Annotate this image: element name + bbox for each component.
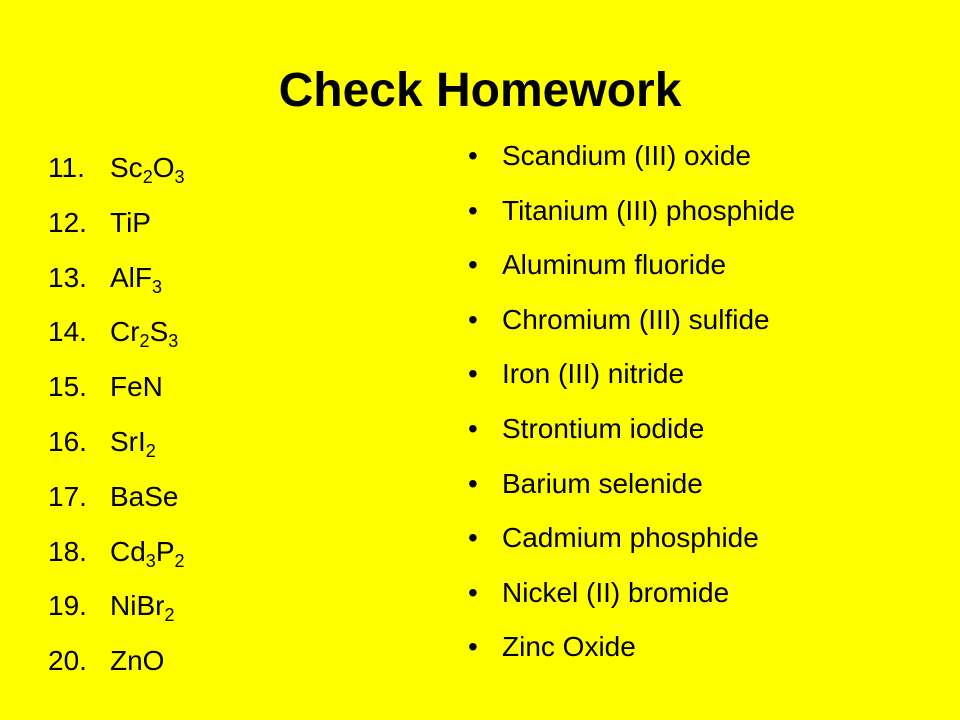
formula-element: BaSe	[110, 480, 179, 512]
formula-number: 16.	[48, 425, 87, 457]
formula-subscript: 3	[174, 167, 185, 187]
formula-subscript: 3	[152, 276, 163, 297]
chemical-formula	[110, 590, 175, 626]
formula-subscript: 2	[139, 331, 150, 352]
formula-element: O	[152, 152, 175, 183]
formula-subscript: 2	[164, 605, 175, 626]
compound-name-item	[468, 191, 795, 246]
compound-name-item	[468, 464, 795, 519]
bullet-icon: •	[468, 631, 478, 663]
formula-number: 18.	[48, 535, 87, 567]
formula-item	[48, 312, 185, 367]
compound-name: Titanium (III) phosphide	[502, 194, 796, 226]
compound-name-item	[468, 409, 795, 464]
formula-list	[48, 148, 185, 696]
chemical-formula	[110, 645, 164, 676]
formula-subscript: 2	[142, 167, 153, 187]
compound-name: Chromium (III) sulfide	[502, 303, 770, 335]
chemical-formula	[110, 316, 179, 352]
compound-name-item	[468, 300, 795, 355]
compound-name: Strontium iodide	[502, 412, 705, 444]
formula-number: 13.	[48, 261, 87, 293]
formula-item	[48, 258, 185, 313]
formula-element: SrI	[110, 425, 146, 457]
formula-subscript: 2	[145, 440, 156, 461]
formula-number: 11.	[48, 152, 85, 183]
formula-element: FeN	[110, 371, 163, 403]
bullet-icon: •	[468, 303, 478, 335]
chemical-formula	[110, 535, 185, 571]
compound-name-item	[468, 573, 795, 628]
formula-element: P	[155, 535, 175, 567]
formula-item	[48, 586, 185, 641]
compound-name: Aluminum fluoride	[502, 249, 727, 281]
formula-subscript: 3	[145, 550, 156, 571]
bullet-icon: •	[468, 358, 478, 390]
compound-name-item	[468, 245, 795, 300]
compound-name: Zinc Oxide	[502, 631, 636, 663]
formula-number: 15.	[48, 371, 87, 403]
formula-subscript: 3	[168, 331, 179, 352]
bullet-icon: •	[468, 412, 478, 444]
formula-item	[48, 203, 185, 258]
chemical-formula	[110, 261, 163, 297]
compound-name-item	[468, 136, 795, 191]
compound-name: Iron (III) nitride	[502, 358, 685, 390]
compound-name: Barium selenide	[502, 467, 703, 499]
formula-element: Cr	[110, 316, 140, 348]
formula-number: 14.	[48, 316, 87, 348]
formula-element: TiP	[110, 206, 151, 238]
formula-element: Cd	[110, 535, 146, 567]
formula-item	[48, 477, 185, 532]
compound-name-item	[468, 627, 795, 682]
formula-item	[48, 422, 185, 477]
chemical-formula	[110, 371, 163, 402]
formula-element: ZnO	[110, 645, 165, 677]
bullet-icon: •	[468, 194, 478, 226]
chemical-formula	[110, 152, 185, 187]
formula-number: 20.	[48, 645, 87, 677]
formula-number: 12.	[48, 206, 87, 238]
slide-title: Check Homework	[278, 64, 682, 117]
formula-item	[48, 367, 185, 422]
formula-item	[48, 148, 185, 203]
chemical-formula	[110, 207, 151, 238]
formula-element: Sc	[110, 152, 143, 183]
formula-number: 17.	[48, 480, 87, 512]
bullet-icon: •	[468, 249, 478, 281]
formula-item	[48, 641, 185, 696]
compound-name: Scandium (III) oxide	[502, 140, 751, 171]
compound-name: Nickel (II) bromide	[502, 576, 730, 608]
bullet-icon: •	[468, 576, 478, 608]
compound-name-item	[468, 354, 795, 409]
compound-name-item	[468, 518, 795, 573]
formula-number: 19.	[48, 590, 87, 622]
formula-item	[48, 532, 185, 587]
bullet-icon: •	[468, 140, 478, 171]
formula-element: NiBr	[110, 590, 165, 622]
formula-subscript: 2	[174, 550, 185, 571]
compound-name-list	[468, 136, 795, 682]
bullet-icon: •	[468, 467, 478, 499]
formula-element: AlF	[110, 261, 152, 293]
chemical-formula	[110, 425, 156, 461]
chemical-formula	[110, 481, 179, 512]
compound-name: Cadmium phosphide	[502, 522, 759, 554]
bullet-icon: •	[468, 522, 478, 554]
formula-element: S	[149, 316, 169, 348]
